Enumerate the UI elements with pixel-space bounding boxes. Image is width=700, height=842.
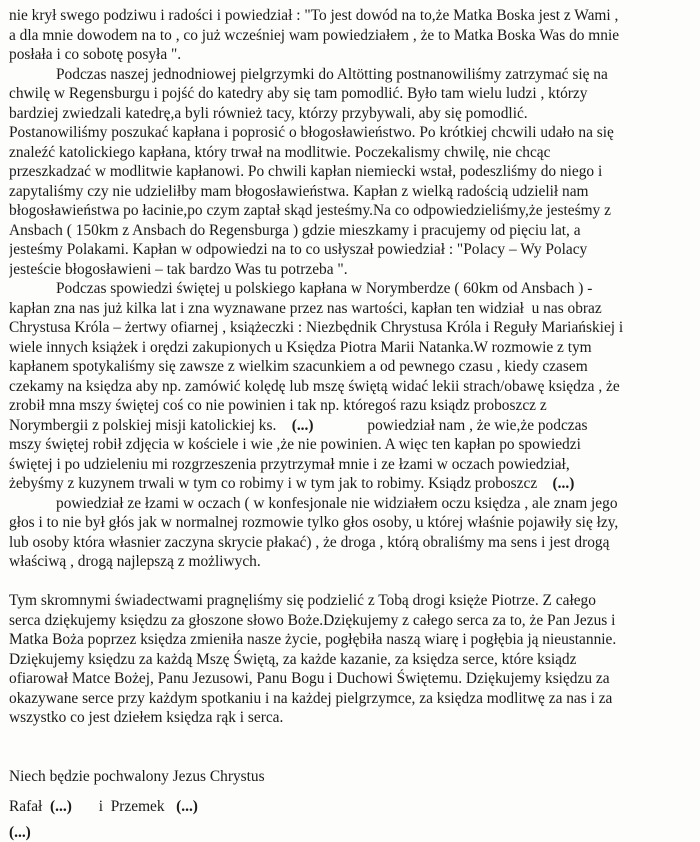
text-segment: Postanowiliśmy poszukać kapłana i poprosić o błogosławieństwo. Po krótkiej chcwili udało na się [9, 124, 614, 141]
text-line [9, 823, 696, 842]
text-line [9, 494, 696, 514]
text-line [9, 435, 696, 455]
text-segment: chwilę w Regensburgu i pojść do katedry aby się tam pomodlić. Było tam wielu ludzi , którzy [9, 85, 588, 102]
text-line [9, 474, 696, 494]
paragraph [9, 591, 696, 728]
text-line [9, 767, 696, 787]
text-line [9, 318, 696, 338]
paragraph [9, 767, 696, 787]
text-segment: posłała i co sobotę posyła ". [9, 46, 182, 63]
text-line [9, 552, 696, 572]
text-line [9, 630, 696, 650]
text-segment: lub osoby która własnier zaczyna skrycie płakać) , że droga , którą obraliśmy ma sens i jest drogą [9, 533, 610, 551]
text-segment: zrobił mna mszy świętej coś co nie powinien i tak np. któregoś razu ksiądz proboszcz z [9, 397, 547, 414]
redacted-name-placeholder: (...) [9, 823, 31, 841]
text-segment: jesteście błogosławieni – tak bardzo Was tu potrzeba ". [9, 260, 348, 278]
text-line [9, 6, 696, 26]
text-segment: Podczas naszej jednodniowej pielgrzymki do Altötting postnanowiliśmy zatrzymać się na [56, 65, 608, 83]
text-segment: przeszkadzać w modlitwie kapłanowi. Po chwili kapłan niemiecki wstał, podeszliśmy do niego i [9, 163, 603, 180]
text-line [9, 260, 696, 280]
text-segment: żebyśmy z kuzynem trwali w tym co robimy i w tym jak to robimy. Ksiądz proboszcz [9, 475, 553, 492]
text-line [9, 201, 696, 221]
text-segment: jesteśmy Polakami. Kapłan w odpowiedzi na to co usłyszał powiedział : "Polacy – Wy Polacy [9, 241, 588, 258]
text-segment: czekamy na księdza aby np. zamówić kolędę lub mszę świętą widać lekii strach/obawę księdza , że [9, 377, 620, 395]
text-line [9, 45, 696, 65]
text-segment: okazywane serce przy każdym spotkaniu i na każdej pielgrzymce, za księdza modlitwę za nas i za [9, 689, 613, 707]
text-segment: wszystko co jest dziełem księdza rąk i serca. [9, 709, 284, 726]
redacted-name-placeholder: (...) [291, 416, 314, 434]
text-segment: właściwą , drogą najlepszą z możliwych. [9, 553, 261, 570]
paragraph [9, 279, 696, 572]
text-segment: Podczas spowiedzi świętej u polskiego kapłana w Norymberdze ( 60km od Ansbach ) - [56, 280, 593, 297]
text-segment: wiele innych książek i orędzi zakupionych u Księdza Piotra Marii Natanka.W rozmowie z tym [9, 338, 592, 356]
text-segment: Ansbach ( 150km z Ansbach do Regensburga ) gdzie mieszkamy i pracujemy od pięciu lat, a [9, 221, 581, 239]
text-line [9, 377, 696, 397]
text-segment: powiedział ze łzami w oczach ( w konfesjonale nie widziałem oczu księdza , ale znam jego [56, 494, 618, 512]
text-line [9, 455, 696, 475]
text-line [9, 65, 696, 85]
text-line [9, 240, 696, 260]
text-line [9, 221, 696, 241]
redacted-name-placeholder: (...) [552, 475, 575, 492]
text-line [9, 338, 696, 358]
text-segment: nie krył swego podziwu i radości i powiedział : "To jest dowód na to,że Matka Boska jest z Wami , [9, 7, 619, 24]
text-segment: powiedział nam , że wie,że podczas [313, 416, 588, 434]
text-segment: Matka Boża poprzez księdza zmieniła nasze życie, pogłębiła naszą wiarę i pogłębia ją nieustannie. [9, 631, 617, 648]
text-segment: a dla mnie dowodem na to , co już wcześniej wam powiedziałem , że to Matka Boska Was do mnie [9, 26, 620, 44]
text-segment: Tym skromnymi świadectwami pragnęliśmy się podzielić z Tobą drogi księże Piotrze. Z całego [9, 592, 596, 609]
paragraph [9, 797, 696, 842]
text-line [9, 689, 696, 709]
text-segment: Norymbergii z polskiej misji katolickiej ks. [9, 416, 292, 434]
text-line [9, 357, 696, 377]
text-segment: kapłanem spotykaliśmy się zawsze z wielkim szacunkiem a od pewnego czasu , kiedy czasem [9, 358, 588, 375]
text-line [9, 416, 696, 436]
text-line [9, 513, 696, 533]
text-line [9, 299, 696, 319]
text-segment: ofiarował Matce Bożej, Panu Jezusowi, Panu Bogu i Duchowi Świętemu. Dziękujemy księdzu za [9, 670, 610, 687]
text-line [9, 396, 696, 416]
redacted-name-placeholder: (...) [176, 798, 198, 815]
text-line [9, 591, 696, 611]
text-line [9, 123, 696, 143]
text-segment: świętej i po udzieleniu mi rozgrzeszenia przytrzymał mnie i ze łzami w oczach powiedział, [9, 455, 570, 473]
text-line [9, 162, 696, 182]
text-segment: Niech będzie pochwalony Jezus Chrystus [9, 767, 265, 785]
blank-line [9, 747, 696, 767]
text-line [9, 26, 696, 46]
text-line [9, 182, 696, 202]
text-segment: Rafał [9, 798, 51, 815]
text-segment: znaleźć katolickiego kapłana, który trwał na modlitwie. Poczekalismy chwilę, nie chcąc [9, 143, 551, 161]
text-segment: mszy świętej robił zdjęcia w kościele i wie ,że nie powinien. A więc ten kapłan po spowiedzi [9, 436, 581, 453]
text-segment: bardziej zwiedzali katedrę,a byli również tacy, którzy przybywali, aby się pomodlić. [9, 104, 528, 122]
redacted-name-placeholder: (...) [50, 798, 72, 815]
text-line [9, 143, 696, 163]
text-line [9, 797, 696, 817]
text-segment: głos i to nie był głós jak w normalnej rozmowie tylko głos osoby, u której właśnie pojawiły się łzy, [9, 514, 619, 531]
text-segment: Chrystusa Króla – żertwy ofiarnej , książeczki : Niezbędnik Chrystusa Króla i Reguły Mariańskiej i [9, 319, 624, 336]
text-segment: zapytaliśmy czy nie udzieliłby mam błogosławieństwa. Kapłan z wielką radością udzielił nam [9, 182, 589, 200]
blank-line [9, 572, 696, 592]
text-segment: i Przemek [71, 798, 177, 815]
text-segment: kapłan zna nas już kilka lat i zna wyznawane przez nas wartości, kapłan ten widział u nas obraz [9, 299, 602, 317]
text-line [9, 84, 696, 104]
text-segment: serca dziękujemy księdzu za głoszone słowo Boże.Dziękujemy z całego serca za to, że Pan Jezus i [9, 611, 616, 629]
text-segment: Dziękujemy księdzu za każdą Mszę Świętą, za każde kazanie, za księdza serce, które ksiądz [9, 650, 577, 668]
text-line [9, 279, 696, 299]
text-line [9, 669, 696, 689]
text-line [9, 650, 696, 670]
paragraph [9, 6, 696, 65]
blank-line [9, 728, 696, 748]
text-line [9, 708, 696, 728]
paragraph [9, 65, 696, 280]
text-segment: błogosławieństwa po łacinie,po czym zaptał skąd jesteśmy.Na co odpowiedzieliśmy,że jesteśmy z [9, 202, 611, 219]
text-line [9, 533, 696, 553]
text-line [9, 611, 696, 631]
text-line [9, 104, 696, 124]
